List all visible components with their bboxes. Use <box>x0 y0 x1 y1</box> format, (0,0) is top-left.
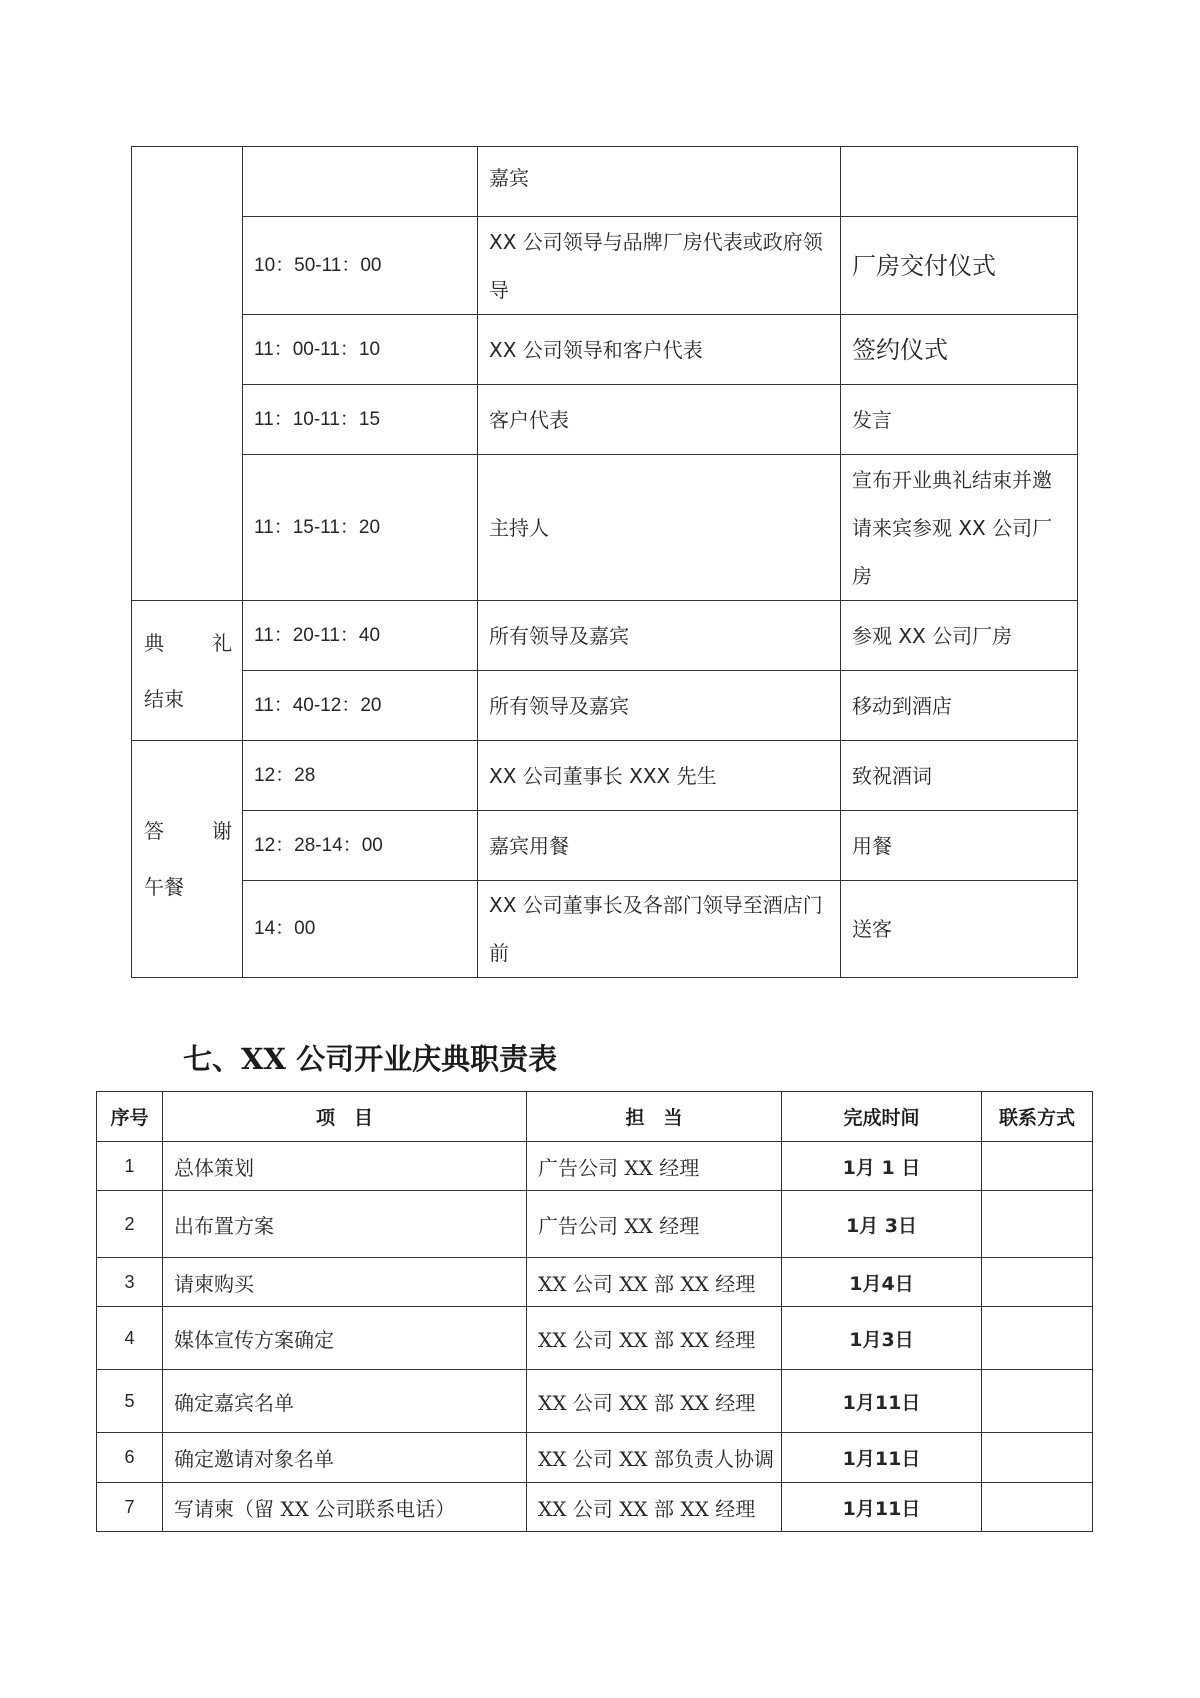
duty-owner: XX 公司 XX 部 XX 经理 <box>527 1483 782 1532</box>
duties-row <box>97 1191 1093 1258</box>
duty-date: 1月11日 <box>782 1433 982 1483</box>
duty-date: 1月11日 <box>782 1370 982 1433</box>
duties-table <box>96 1091 1093 1532</box>
schedule-time: 11：40-12：20 <box>243 671 478 741</box>
schedule-person: 所有领导及嘉宾 <box>478 601 841 671</box>
schedule-person: 客户代表 <box>478 385 841 455</box>
schedule-person: 所有领导及嘉宾 <box>478 671 841 741</box>
duty-date: 1月3日 <box>782 1307 982 1370</box>
duty-item: 写请柬（留 XX 公司联系电话） <box>163 1483 527 1532</box>
schedule-row <box>132 881 1078 978</box>
duty-contact <box>982 1433 1093 1483</box>
schedule-row <box>132 455 1078 601</box>
duty-item: 确定嘉宾名单 <box>163 1370 527 1433</box>
duty-item: 确定邀请对象名单 <box>163 1433 527 1483</box>
schedule-row <box>132 217 1078 315</box>
segment-label-line: 答谢 <box>144 819 232 843</box>
duty-no: 1 <box>97 1142 163 1191</box>
schedule-person: XX 公司董事长 XXX 先生 <box>478 741 841 811</box>
schedule-time: 12：28 <box>243 741 478 811</box>
duty-item: 出布置方案 <box>163 1191 527 1258</box>
schedule-event: 宣布开业典礼结束并邀请来宾参观 XX 公司厂房 <box>841 455 1078 601</box>
duty-contact <box>982 1258 1093 1307</box>
duty-date: 1月11日 <box>782 1483 982 1532</box>
schedule-row <box>132 741 1078 811</box>
schedule-row <box>132 385 1078 455</box>
schedule-table <box>131 146 1078 978</box>
duty-date: 1月 1 日 <box>782 1142 982 1191</box>
schedule-row <box>132 601 1078 671</box>
duty-item: 请柬购买 <box>163 1258 527 1307</box>
duties-row <box>97 1370 1093 1433</box>
header-owner: 担 当 <box>527 1092 782 1142</box>
schedule-event <box>841 147 1078 217</box>
schedule-time: 11：15-11：20 <box>243 455 478 601</box>
duty-owner: XX 公司 XX 部负责人协调 <box>527 1433 782 1483</box>
schedule-event: 送客 <box>841 881 1078 978</box>
schedule-person: 嘉宾 <box>478 147 841 217</box>
duty-date: 1月4日 <box>782 1258 982 1307</box>
duty-no: 3 <box>97 1258 163 1307</box>
duty-owner: XX 公司 XX 部 XX 经理 <box>527 1307 782 1370</box>
duty-contact <box>982 1370 1093 1433</box>
duties-row <box>97 1307 1093 1370</box>
duty-owner: 广告公司 XX 经理 <box>527 1142 782 1191</box>
schedule-row <box>132 671 1078 741</box>
header-no: 序号 <box>97 1092 163 1142</box>
schedule-event: 移动到酒店 <box>841 671 1078 741</box>
segment-label-line: 午餐 <box>144 875 184 899</box>
duty-owner: XX 公司 XX 部 XX 经理 <box>527 1258 782 1307</box>
schedule-row <box>132 811 1078 881</box>
duty-no: 7 <box>97 1483 163 1532</box>
schedule-event: 发言 <box>841 385 1078 455</box>
schedule-person: 主持人 <box>478 455 841 601</box>
duty-date: 1月 3日 <box>782 1191 982 1258</box>
schedule-row <box>132 315 1078 385</box>
schedule-time <box>243 147 478 217</box>
duty-no: 6 <box>97 1433 163 1483</box>
duties-row <box>97 1142 1093 1191</box>
duties-row <box>97 1483 1093 1532</box>
schedule-event: 签约仪式 <box>841 315 1078 385</box>
schedule-event: 厂房交付仪式 <box>841 217 1078 315</box>
schedule-segment-ceremony-end <box>132 601 243 741</box>
duties-row <box>97 1258 1093 1307</box>
schedule-time: 14：00 <box>243 881 478 978</box>
schedule-person: XX 公司领导与品牌厂房代表或政府领导 <box>478 217 841 315</box>
duty-item: 媒体宣传方案确定 <box>163 1307 527 1370</box>
schedule-person: 嘉宾用餐 <box>478 811 841 881</box>
schedule-segment-cell <box>132 147 243 601</box>
schedule-row <box>132 147 1078 217</box>
schedule-time: 11：00-11：10 <box>243 315 478 385</box>
duty-contact <box>982 1483 1093 1532</box>
duty-contact <box>982 1307 1093 1370</box>
header-item: 项 目 <box>163 1092 527 1142</box>
section-title: 七、XX 公司开业庆典职责表 <box>183 1042 558 1076</box>
duty-no: 5 <box>97 1370 163 1433</box>
duty-no: 2 <box>97 1191 163 1258</box>
schedule-segment-lunch <box>132 741 243 978</box>
schedule-time: 11：10-11：15 <box>243 385 478 455</box>
schedule-person: XX 公司领导和客户代表 <box>478 315 841 385</box>
header-date: 完成时间 <box>782 1092 982 1142</box>
duty-owner: 广告公司 XX 经理 <box>527 1191 782 1258</box>
schedule-time: 12：28-14：00 <box>243 811 478 881</box>
schedule-event: 参观 XX 公司厂房 <box>841 601 1078 671</box>
schedule-person: XX 公司董事长及各部门领导至酒店门前 <box>478 881 841 978</box>
duty-no: 4 <box>97 1307 163 1370</box>
schedule-time: 11：20-11：40 <box>243 601 478 671</box>
duties-header-row <box>97 1092 1093 1142</box>
duty-owner: XX 公司 XX 部 XX 经理 <box>527 1370 782 1433</box>
duty-contact <box>982 1142 1093 1191</box>
schedule-event: 致祝酒词 <box>841 741 1078 811</box>
segment-label-line: 典礼 <box>144 630 232 655</box>
header-contact: 联系方式 <box>982 1092 1093 1142</box>
duty-item: 总体策划 <box>163 1142 527 1191</box>
schedule-time: 10：50-11：00 <box>243 217 478 315</box>
duty-contact <box>982 1191 1093 1258</box>
segment-label-line: 结束 <box>144 686 184 711</box>
duties-row <box>97 1433 1093 1483</box>
schedule-event: 用餐 <box>841 811 1078 881</box>
